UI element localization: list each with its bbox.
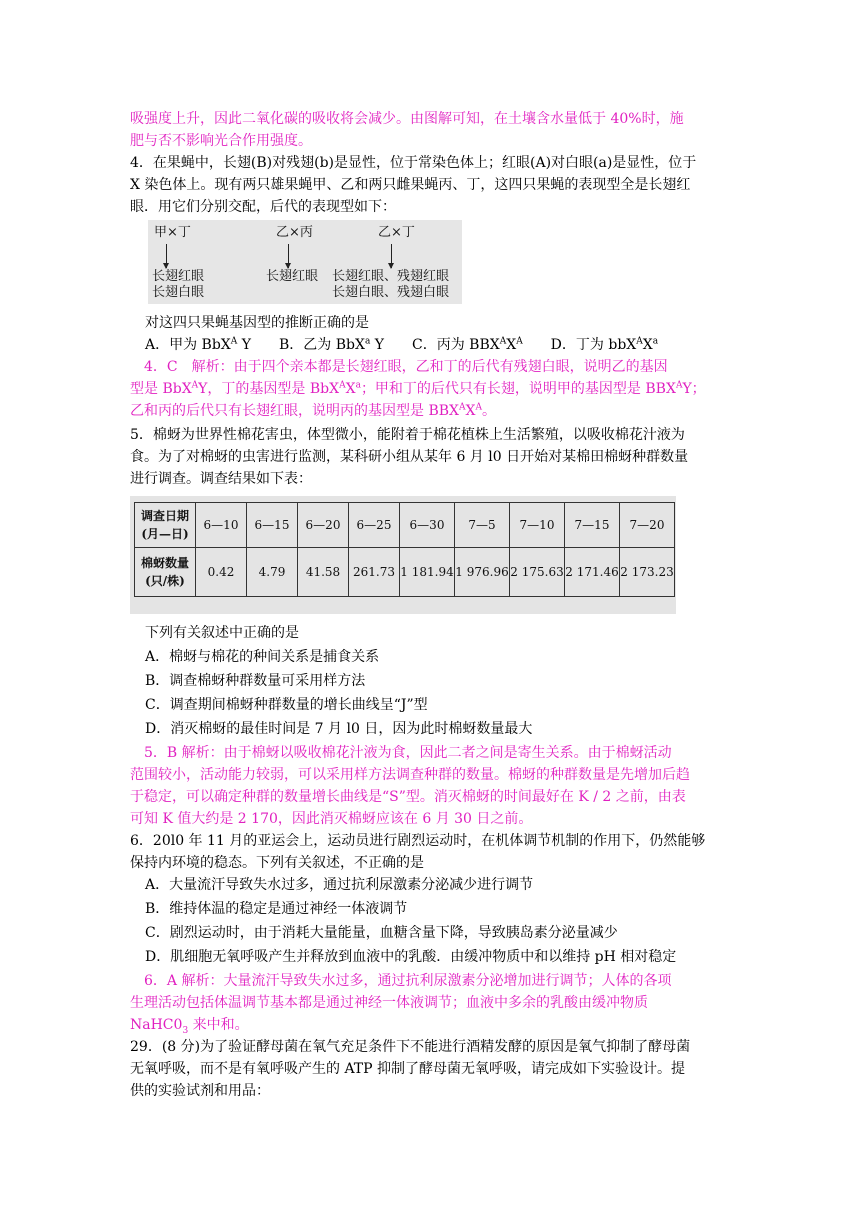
date-cell: 6—20 (298, 503, 349, 548)
header-text: (只/株) (145, 574, 185, 588)
date-cell: 6—30 (400, 503, 455, 548)
option-c: C．剧烈运动时，由于消耗大量能量，血糖含量下降，导致胰岛素分泌量减少 (145, 925, 618, 941)
arrow-icon (166, 244, 167, 268)
cross-parents: 乙×丁 (378, 225, 415, 240)
question-4-line: 眼．用它们分别交配，后代的表现型如下： (130, 199, 396, 215)
option-d: D．肌细胞无氧呼吸产生并释放到血液中的乳酸．由缓冲物质中和以维持 pH 相对稳定 (145, 949, 677, 965)
answer-5-line: 于稳定，可以确定种群的数量增长曲线是“S”型。消灭棉蚜的时间最好在 K / 2 之前，由表 (130, 789, 686, 805)
count-cell: 2 175.63 (510, 548, 565, 597)
header-text: 调查日期 (140, 509, 189, 523)
option-b: B．维持体温的稳定是通过神经一体液调节 (145, 901, 408, 917)
question-4-options: A．甲为 BbX$^A$ Y B．乙为 BbX$^a$ Y C．丙为 $BBX^AX^A$ D．丁为 $bbX^AX^a$ (145, 336, 659, 353)
question-5-line: 进行调查。调查结果如下表： (130, 471, 312, 487)
date-cell: 6—10 (196, 503, 247, 548)
question-5-line: 食。为了对棉蚜的虫害进行监测，某科研小组从某年 6 月 l0 日开始对某棉田棉蚜种群数量 (130, 449, 689, 465)
question-29-line: 供的实验试剂和用品： (130, 1083, 270, 1099)
option-b: B．调查棉蚜种群数量可采用样方法 (145, 673, 366, 689)
table-row-header (135, 548, 196, 597)
answer-5-line: 5．B 解析：由于棉蚜以吸收棉花汁液为食，因此二者之间是寄生关系。由于棉蚜活动 (130, 745, 672, 761)
date-cell: 7—20 (620, 503, 675, 548)
option-c: C．调查期间棉蚜种群数量的增长曲线呈“J”型 (145, 697, 428, 713)
count-cell: 1 181.94 (400, 548, 455, 597)
cross-offspring: 长翅白眼、残翅白眼 (332, 285, 450, 300)
table-row (135, 503, 675, 548)
answer-line: 肥与否不影响光合作用强度。 (130, 133, 312, 149)
count-cell: 261.73 (349, 548, 400, 597)
option-d: D．消灭棉蚜的最佳时间是 7 月 l0 日，因为此时棉蚜数量最大 (145, 721, 533, 737)
option-a: A．大量流汗导致失水过多，通过抗利尿激素分泌减少进行调节 (145, 877, 534, 893)
arrow-icon (391, 244, 392, 268)
arrow-icon (288, 244, 289, 268)
answer-6-line: 生理活动包括体温调节基本都是通过神经一体液调节；血液中多余的乳酸由缓冲物质 (130, 995, 648, 1011)
question-4-line: X 染色体上。现有两只雄果蝇甲、乙和两只雌果蝇丙、丁，这四只果蝇的表现型全是长翅红 (130, 177, 691, 193)
question-6-line: 6．20l0 年 11 月的亚运会上，运动员进行剧烈运动时，在机体调节机制的作用下，仍然能够 (130, 833, 706, 849)
table-row-header (135, 503, 196, 548)
cross-parents: 乙×丙 (276, 225, 313, 240)
answer-4-line: 型是 BbX$^A$Y，丁的基因型是 $BbX^AX^a$；甲和丁的后代只有长翅，说明甲的基因型是 $BBX^AY$； (130, 380, 706, 397)
date-cell: 7—15 (565, 503, 620, 548)
date-cell: 6—15 (247, 503, 298, 548)
table-row (135, 548, 675, 597)
option-a: A．棉蚜与棉花的种间关系是捕食关系 (145, 649, 380, 665)
cross-offspring: 长翅红眼 (266, 269, 319, 284)
cross-offspring: 长翅红眼 (152, 269, 205, 284)
count-cell: 41.58 (298, 548, 349, 597)
cross-offspring: 长翅红眼、残翅红眼 (332, 269, 450, 284)
question-4-line: 4．在果蝇中，长翅(B)对残翅(b)是显性，位于常染色体上；红眼(A)对白眼(a)是显性，位于 (130, 155, 697, 171)
date-cell: 7—10 (510, 503, 565, 548)
date-cell: 6—25 (349, 503, 400, 548)
answer-4-line: 乙和丙的后代只有长翅红眼，说明丙的基因型是 $BBX^AX^A$。 (130, 402, 496, 419)
question-5-line: 5．棉蚜为世界性棉花害虫，体型微小，能附着于棉花植株上生活繁殖，以吸收棉花汁液为 (130, 427, 685, 443)
cross-parents: 甲×丁 (154, 225, 191, 240)
count-cell: 1 976.96 (455, 548, 510, 597)
count-cell: 2 173.23 (620, 548, 675, 597)
count-cell: 0.42 (196, 548, 247, 597)
answer-5-line: 可知 K 值大约是 2 170，因此消灭棉蚜应该在 6 月 30 日之前。 (130, 811, 533, 827)
count-cell: 2 171.46 (565, 548, 620, 597)
answer-line: 吸强度上升，因此二氧化碳的吸收将会减少。由图解可知，在土壤含水量低于 40%时，施 (130, 111, 684, 127)
date-cell: 7—5 (455, 503, 510, 548)
header-text: 棉蚜数量 (140, 556, 189, 570)
question-5-stem: 下列有关叙述中正确的是 (145, 625, 299, 641)
question-29-line: 29．(8 分)为了验证酵母菌在氧气充足条件下不能进行酒精发酵的原因是氧气抑制了酵母菌 (130, 1039, 691, 1055)
question-6-line: 保持内环境的稳态。下列有关叙述，不正确的是 (130, 855, 424, 871)
cross-offspring: 长翅白眼 (152, 285, 205, 300)
answer-4-line: 4．C 解析：由于四个亲本都是长翅红眼，乙和丁的后代有残翅白眼，说明乙的基因 (130, 359, 668, 375)
cross-diagram (148, 220, 462, 304)
survey-table-image (130, 496, 676, 614)
question-29-line: 无氧呼吸，而不是有氧呼吸产生的 ATP 抑制了酵母菌无氧呼吸，请完成如下实验设计。提 (130, 1061, 686, 1077)
question-4-stem: 对这四只果蝇基因型的推断正确的是 (145, 315, 369, 331)
header-text: (月—日) (141, 527, 189, 541)
count-cell: 4.79 (247, 548, 298, 597)
answer-6-line: $NaHC0_3$ 来中和。 (130, 1017, 249, 1036)
answer-5-line: 范围较小，活动能力较弱，可以采用样方法调查种群的数量。棉蚜的种群数量是先增加后趋 (130, 767, 690, 783)
survey-table (134, 502, 675, 597)
answer-6-line: 6．A 解析：大量流汗导致失水过多，通过抗利尿激素分泌增加进行调节；人体的各项 (130, 973, 672, 989)
